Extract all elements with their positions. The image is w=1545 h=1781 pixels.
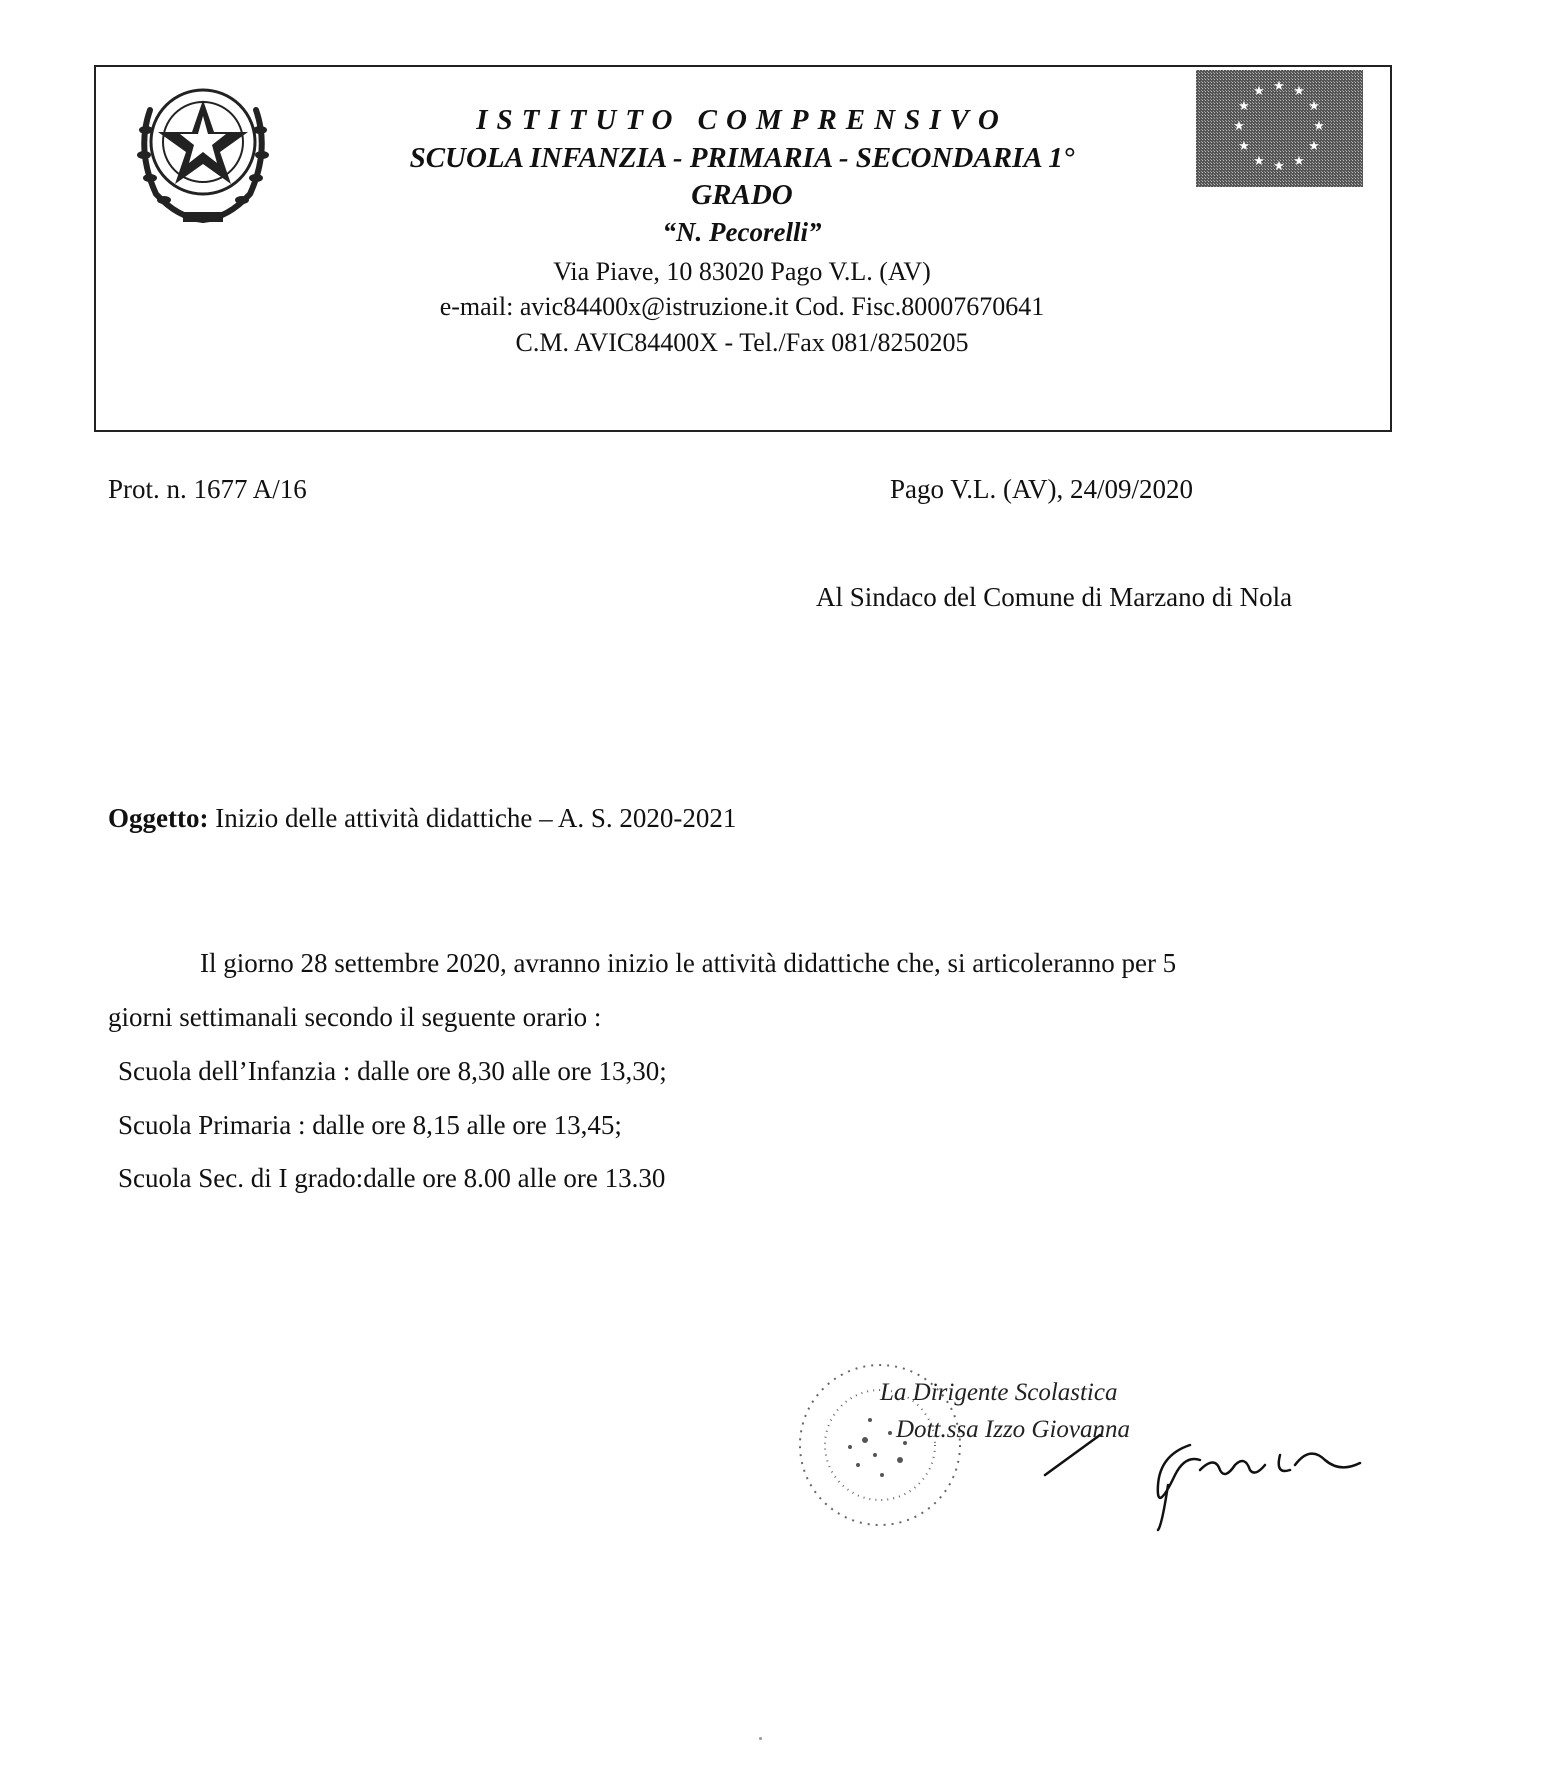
protocol-number: Prot. n. 1677 A/16 [108, 474, 307, 504]
school-grade-heading: GRADO [691, 179, 793, 211]
subject-line [108, 803, 736, 834]
svg-text:★: ★ [1308, 139, 1320, 154]
schedule-item-primaria: Scuola Primaria : dalle ore 8,15 alle ore 13,45; [118, 1110, 622, 1140]
subject-label: Oggetto: [108, 803, 209, 833]
school-type-heading: ISTITUTO COMPRENSIVO [476, 104, 1008, 136]
schedule-item-infanzia: Scuola dell’Infanzia : dalle ore 8,30 alle ore 13,30; [118, 1056, 667, 1086]
svg-text:★: ★ [1253, 154, 1265, 169]
school-codes: C.M. AVIC84400X - Tel./Fax 081/8250205 [515, 328, 969, 357]
svg-text:★: ★ [1293, 154, 1305, 169]
recipient: Al Sindaco del Comune di Marzano di Nola [816, 582, 1293, 612]
school-address: Via Piave, 10 83020 Pago V.L. (AV) [553, 257, 931, 286]
svg-text:★: ★ [1308, 99, 1320, 114]
svg-text:★: ★ [1233, 119, 1245, 134]
scan-speck [759, 1737, 762, 1740]
school-name: “N. Pecorelli” [662, 217, 822, 247]
italian-republic-emblem-icon [128, 70, 278, 230]
schedule-item-secondaria: Scuola Sec. di I grado:dalle ore 8.00 alle ore 13.30 [118, 1163, 666, 1193]
school-levels-heading: SCUOLA INFANZIA - PRIMARIA - SECONDARIA 1° [409, 142, 1075, 174]
body-paragraph-continued: giorni settimanali secondo il seguente orario : [108, 1002, 602, 1032]
body-paragraph: Il giorno 28 settembre 2020, avranno inizio le attività didattiche che, si articoleranno per 5 [200, 948, 1177, 978]
signatory-title: La Dirigente Scolastica [880, 1379, 1118, 1406]
svg-text:★: ★ [1293, 84, 1305, 99]
svg-text:★: ★ [1253, 84, 1265, 99]
signatory-name: Dott.ssa Izzo Giovanna [896, 1416, 1131, 1443]
school-contact: e-mail: avic84400x@istruzione.it Cod. Fisc.80007670641 [439, 292, 1045, 321]
svg-text:★: ★ [1273, 159, 1285, 174]
svg-text:★: ★ [1238, 99, 1250, 114]
svg-text:★: ★ [1313, 119, 1325, 134]
svg-text:★: ★ [1238, 139, 1250, 154]
subject-text: Inizio delle attività didattiche – A. S. 2020-2021 [215, 803, 737, 833]
place-date: Pago V.L. (AV), 24/09/2020 [890, 474, 1194, 504]
european-union-flag-icon [1196, 70, 1363, 187]
svg-text:★: ★ [1273, 79, 1285, 94]
handwritten-signature-icon [1040, 1415, 1370, 1535]
